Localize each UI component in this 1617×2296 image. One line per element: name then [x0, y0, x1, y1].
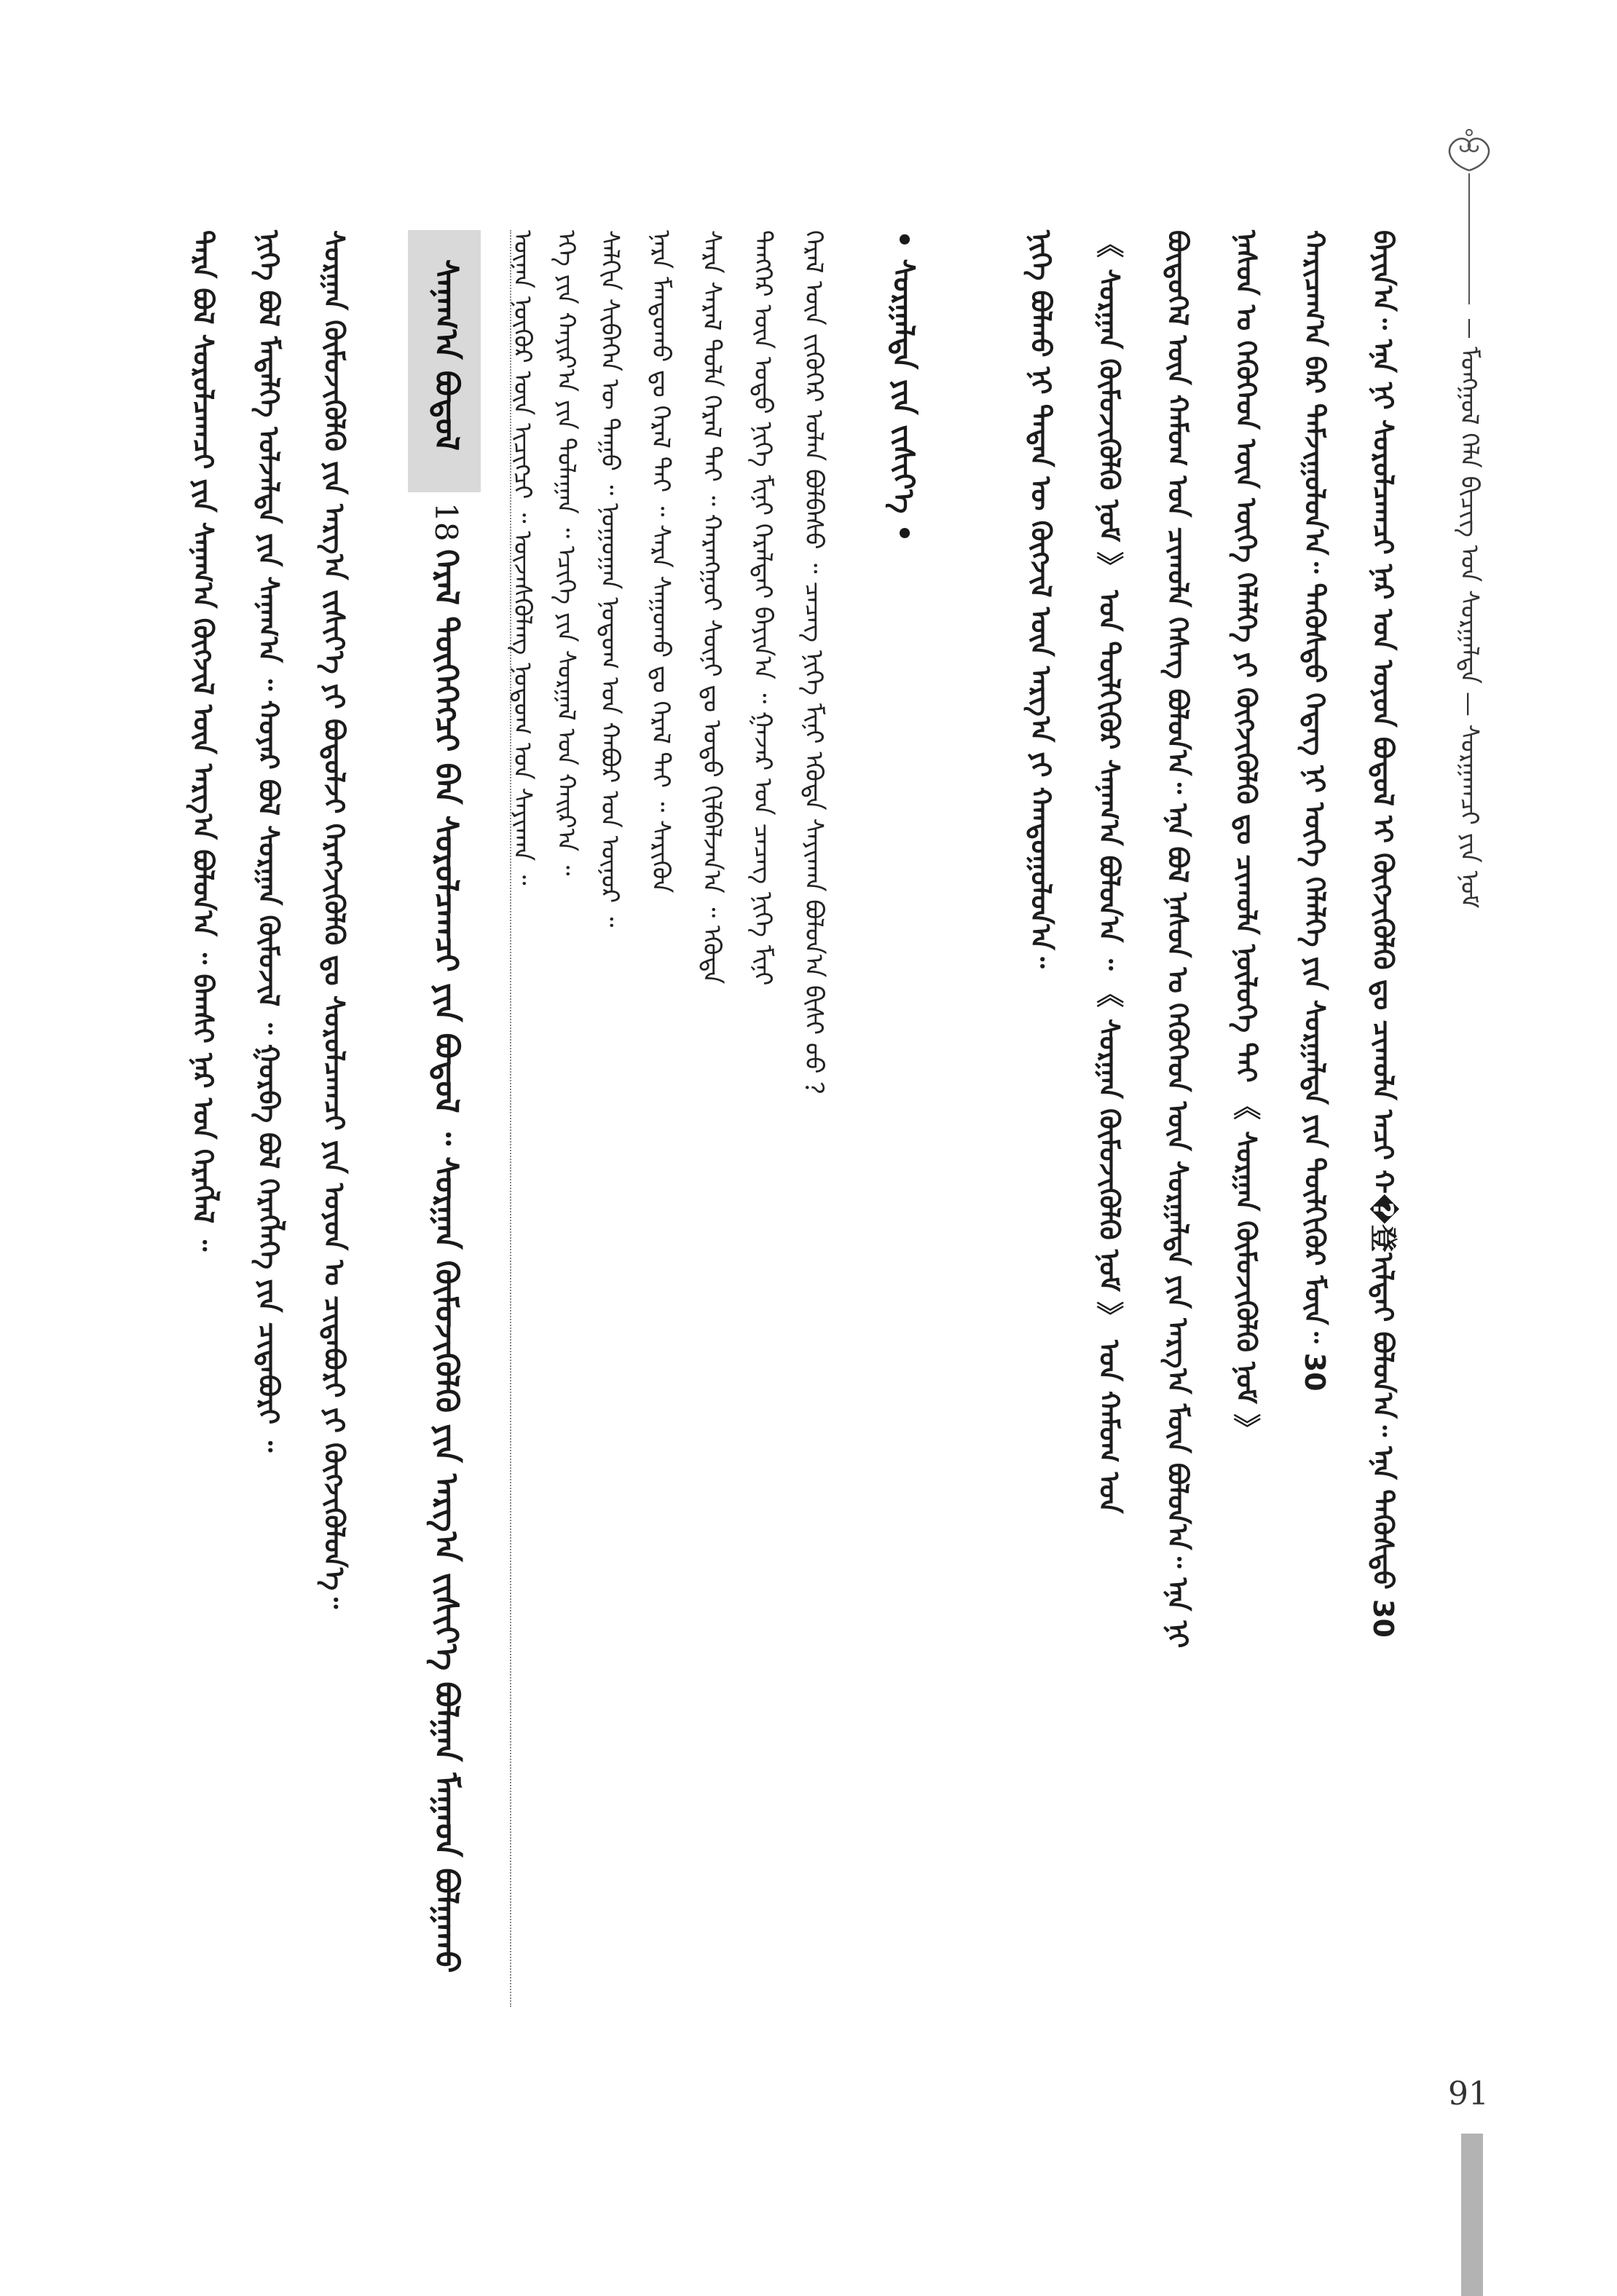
poem-line-5: ᠰᠠᠯᠬᠢᠨ ᠰᠢᠪᠡᠭᠡᠨ ᠦ ᠳᠠᠭᠤ ᠃ ᠨᠣᠭᠤᠭᠠᠨ ᠨᠤᠲᠤᠭ ᠤᠨ ᠬᠠᠪᠤᠷ ᠤᠨ ᠦᠨᠦᠷ ᠃ [595, 230, 624, 928]
question-number: 18 [428, 502, 464, 542]
body-column-6: ᠨᠢᠭᠡ ᠪᠣᠯᠬᠤ ᠨᠢ ᠲᠡᠳᠡᠨ ᠦ ᠬᠥᠭᠵᠢᠯ ᠦᠨ ᠠᠷᠭ᠎ᠠ ᠶᠢ ᠬᠠᠨᠳᠤᠭᠤᠯᠤᠨ᠎ᠠ᠃ [1025, 230, 1057, 968]
question-text: ᠭᠡᠷᠡᠯ ᠲᠦᠭᠡᠭᠡᠭᠴᠢ ᠪᠠᠨ ᠰᠤᠷᠤᠯᠴᠠᠭᠴᠢ ᠶᠢᠨ ᠪᠣᠳᠤᠯ ᠃ ᠰᠤᠷᠭᠠᠨ ᠬᠥᠮᠦᠵᠢᠭᠦᠯᠬᠦ ᠶᠢᠨ ᠠᠷᠭ᠎ᠠ ᠵᠢᠱᠢᠶ᠎ᠡ ᠪᠣᠯᠭᠠᠨ ᠮᠠᠭᠠᠳ ᠪᠣᠯᠭᠠᠬᠤ [428, 549, 465, 1973]
body-column-5: 《 ᠰᠤᠷᠭᠠᠨ ᠬᠥᠮᠦᠵᠢᠭᠦᠯᠬᠦ ᠨᠣᠮ 》 ᠤᠨ ᠲᠦᠯᠬᠢᠭᠦᠷ ᠰᠠᠨᠠᠭ᠎ᠠ ᠪᠣᠯᠤᠨ᠎ᠠ ᠃ 《 ᠰᠤᠷᠭᠠᠨ ᠬᠥᠮᠦᠵᠢᠭᠦᠯᠬᠦ ᠨᠣᠮ 》 ᠤᠨ ᠬᠠᠮᠤᠭ ᠤᠨ [1093, 230, 1125, 1514]
poem-line-7: ᠦᠨᠡᠨ ᠨᠥᠬᠦᠷ ᠦᠨ ᠢᠴᠢᠭᠴᠢ ᠃ ᠦᠵᠡᠰᠬᠦᠯᠡᠩ ᠨᠤᠲᠤᠭ ᠤᠨ ᠰᠠᠶᠢᠬᠠᠨ ᠃ [508, 230, 537, 885]
poem-line-4: ᠨᠠᠷᠠ ᠮᠠᠨᠳᠤᠬᠤ ᠳᠤ ᠭᠡᠷᠡᠯ ᠲᠡᠢ ᠃ ᠰᠠᠷᠠ ᠰᠠᠭᠤᠬᠤ ᠳᠤ ᠭᠡᠷᠡᠯ ᠲᠡᠢ ᠃ ᠰᠡᠷᠢᠭᠦᠨ [646, 230, 675, 893]
closing-column-1: ᠰᠤᠷᠭᠠᠨ ᠬᠥᠮᠦᠵᠢᠭᠦᠯᠬᠦ ᠶᠢᠨ ᠠᠷᠭ᠎ᠠ ᠵᠢᠱᠢᠶ᠎ᠡ ᠶᠢ ᠪᠣᠳᠤᠯᠵᠢ ᠬᠡᠷᠡᠭᠵᠢᠭᠦᠯᠬᠦ ᠳᠤ ᠰᠤᠷᠤᠯᠴᠠᠭᠴᠢ ᠶᠢᠨ ᠣᠶᠤᠨ ᠤ ᠴᠢᠳᠠᠪᠤᠷᠢ ᠶᠢ ᠬᠥᠭᠵᠢᠭᠦᠯᠦᠨ᠎ᠡ᠃ [318, 230, 350, 1609]
closing-column-2: ᠨᠢᠭᠡ ᠪᠣᠯ ᠮᠡᠳᠡᠯᠭᠡ ᠣᠯᠵᠠᠯᠲᠠ ᠶᠢᠨ ᠰᠠᠨᠠᠭ᠎ᠠ ᠃ ᠬᠣᠶᠠᠷ ᠪᠣᠯ ᠰᠤᠷᠭᠠᠨ ᠬᠥᠮᠦᠵᠢᠯ ᠃ ᠭᠤᠷᠪᠠ ᠪᠣᠯ ᠬᠡᠷᠡᠭᠯᠡᠭᠡ ᠶᠢᠨ ᠴᠢᠳᠠᠪᠤᠷᠢ ᠃ [253, 230, 285, 1453]
question-line [428, 502, 465, 1973]
body-column-1: ᠪᠠᠶᠢᠨ᠎ᠠ᠃ ᠡᠨᠡ ᠨᠢ ᠰᠤᠷᠤᠯᠴᠠᠭᠴᠢ ᠨᠠᠷ ᠤᠨ ᠣᠶᠤᠨ ᠪᠤᠳᠤᠯ ᠢ ᠬᠥᠭᠵᠢᠭᠦᠯᠬᠦ ᠳᠤ ᠴᠢᠬᠤᠯᠠ ᠠᠴᠢ ᠬ�登ᠢᠯᠲᠡᠢ ᠪᠣᠯᠤᠨ᠎ᠠ᠃ ᠡᠨᠡ ᠲᠡᠭᠦᠰᠲᠦ 30 [1367, 230, 1399, 1638]
body-column-2: ᠬᠠᠷᠢᠴᠠᠭ᠎ᠠ ᠪᠠᠷ ᠳᠠᠮᠵᠢᠭᠤᠯᠤᠨ᠎ᠠ᠃ ᠲᠡᠭᠦᠰᠲᠦ ᠭᠡᠳᠡᠭ ᠨᠢ ᠦᠭᠡ ᠬᠡᠯᠡᠯᠭᠡ ᠶᠢᠨ ᠰᠤᠷᠭᠠᠯᠲᠠ ᠶᠢᠨ ᠲᠦᠯᠬᠢᠭᠦᠷ ᠮᠥᠨ᠃ 30 [1299, 230, 1331, 1392]
poem-line-3: ᠰᠠᠷᠠ ᠰᠠᠷᠠᠯ ᠲᠤᠯᠠ ᠭᠡᠷᠡᠯ ᠲᠡᠢ ᠃ ᠬᠠᠷᠠᠩᠭᠤᠢ ᠰᠥᠨᠢ ᠳᠤ ᠣᠳᠤ ᠭᠢᠯᠪᠠᠯᠵᠠᠨ᠎ᠠ ᠃ ᠡᠭᠦᠳᠡ [697, 230, 726, 985]
poem-line-2: ᠲᠡᠩᠭᠡᠷ ᠦᠨ ᠣᠳᠤ ᠨᠢᠭᠡ ᠮᠢᠨᠢ ᠭᠡᠷᠡᠯᠲᠡᠢ ᠪᠠᠶᠢᠨ᠎ᠠ ᠃ ᠭᠠᠵᠠᠷ ᠤᠨ ᠴᠡᠴᠡᠭ ᠨᠢᠭᠡ ᠮᠢᠨᠢ [748, 230, 777, 986]
ornament-icon [1436, 128, 1502, 172]
closing-column-3: ᠲᠡᠷᠡ ᠪᠣᠯ ᠰᠤᠷᠤᠯᠴᠠᠭᠴᠢ ᠶᠢᠨ ᠰᠠᠨᠠᠭ᠎ᠠ ᠬᠥᠭᠵᠢᠯ ᠦᠨ ᠠᠷᠭ᠎ᠠ ᠪᠣᠯᠤᠨ᠎ᠠ ᠃ ᠪᠠᠭᠰᠢ ᠨᠠᠷ ᠤᠨ ᠬᠡᠷᠡᠭᠯᠡᠯ ᠃ [187, 230, 219, 1252]
poem-line-1: ᠭᠡᠷᠡᠯ ᠦᠨ ᠵᠢᠭᠦᠭᠡᠷ ᠣᠯᠠᠨ ᠪᠣᠯᠪᠠᠰᠤ ᠃ ᠴᠡᠴᠡᠭ ᠨᠢᠭᠡ ᠮᠢᠨᠢ ᠡᠭᠦᠳᠡ ᠰᠠᠶᠢᠬᠠᠨ ᠪᠣᠯᠤᠨ᠎ᠠ ᠪᠢᠰᠢ ᠤᠤ ？ [799, 230, 828, 1107]
dotted-divider [510, 230, 511, 2007]
running-head-dash [1468, 319, 1470, 338]
poem-line-6: ᠡᠬᠡ ᠶᠢᠨ ᠬᠠᠶᠢᠷ᠎ᠠ ᠶᠢᠨ ᠳᠤᠯᠠᠭᠠᠨ ᠃ ᠡᠴᠢᠭᠡ ᠶᠢᠨ ᠰᠤᠷᠭᠠᠯ ᠤᠨ ᠬᠠᠢᠷ᠎ᠠ ᠃ [551, 230, 581, 876]
running-head [1436, 128, 1502, 2131]
running-head-title: ᠮᠣᠩᠭᠣᠯ ᠬᠡᠯᠡ ᠪᠢᠴᠢᠭ ᠤᠨ ᠰᠤᠷᠭᠠᠯᠲᠠ — ᠰᠤᠷᠭᠠᠭᠴᠢ ᠶᠢᠨ ᠨᠣᠮ [1455, 347, 1484, 909]
question-label-box [408, 230, 481, 492]
body-column-4: ᠪᠦᠲᠦᠭᠡᠯ ᠦᠨ ᠬᠠᠮᠤᠭ ᠤᠨ ᠴᠢᠬᠤᠯᠠ ᠬᠡᠰᠡᠭ ᠪᠣᠯᠤᠨ᠎ᠠ᠃ ᠡᠨᠡ ᠪᠣᠯ ᠨᠠᠰᠤᠨ ᠤ ᠬᠡᠭᠦᠬᠡᠳ ᠦᠨ ᠰᠤᠷᠭᠠᠯᠲᠠ ᠶᠢᠨ ᠠᠷᠭ᠎ᠠ ᠮᠥᠨ ᠪᠣᠯᠤᠨ᠎ᠠ᠃ ᠡᠨᠡ ᠨᠢ [1162, 230, 1194, 1649]
page-edge-tab [1461, 2134, 1483, 2296]
page-number: 91 [1448, 2075, 1489, 2112]
body-column-3: ᠨᠠᠰᠤᠨ ᠤ ᠬᠡᠭᠦᠬᠡᠳ ᠦᠨ ᠦᠭᠡ ᠬᠡᠯᠡᠯᠭᠡ ᠶᠢ ᠬᠥᠭᠵᠢᠭᠦᠯᠬᠦ ᠳᠤ ᠴᠢᠬᠤᠯᠠ ᠨᠥᠯᠦᠭᠡ ᠲᠡᠢ 《 ᠰᠤᠷᠭᠠᠨ ᠬᠥᠮᠦᠵᠢᠭᠦᠯᠬᠦ ᠨᠣᠮ 》 [1230, 230, 1262, 1443]
section-heading: • ᠰᠤᠷᠭᠠᠯᠲᠠ ᠶᠢᠨ ᠵᠢᠱᠢᠶ᠎ᠡ • [886, 230, 920, 543]
running-head-rule [1468, 173, 1470, 304]
question-label: ᠰᠠᠨᠠᠭ᠎ᠠ ᠪᠣᠳᠤᠯ [428, 259, 465, 451]
